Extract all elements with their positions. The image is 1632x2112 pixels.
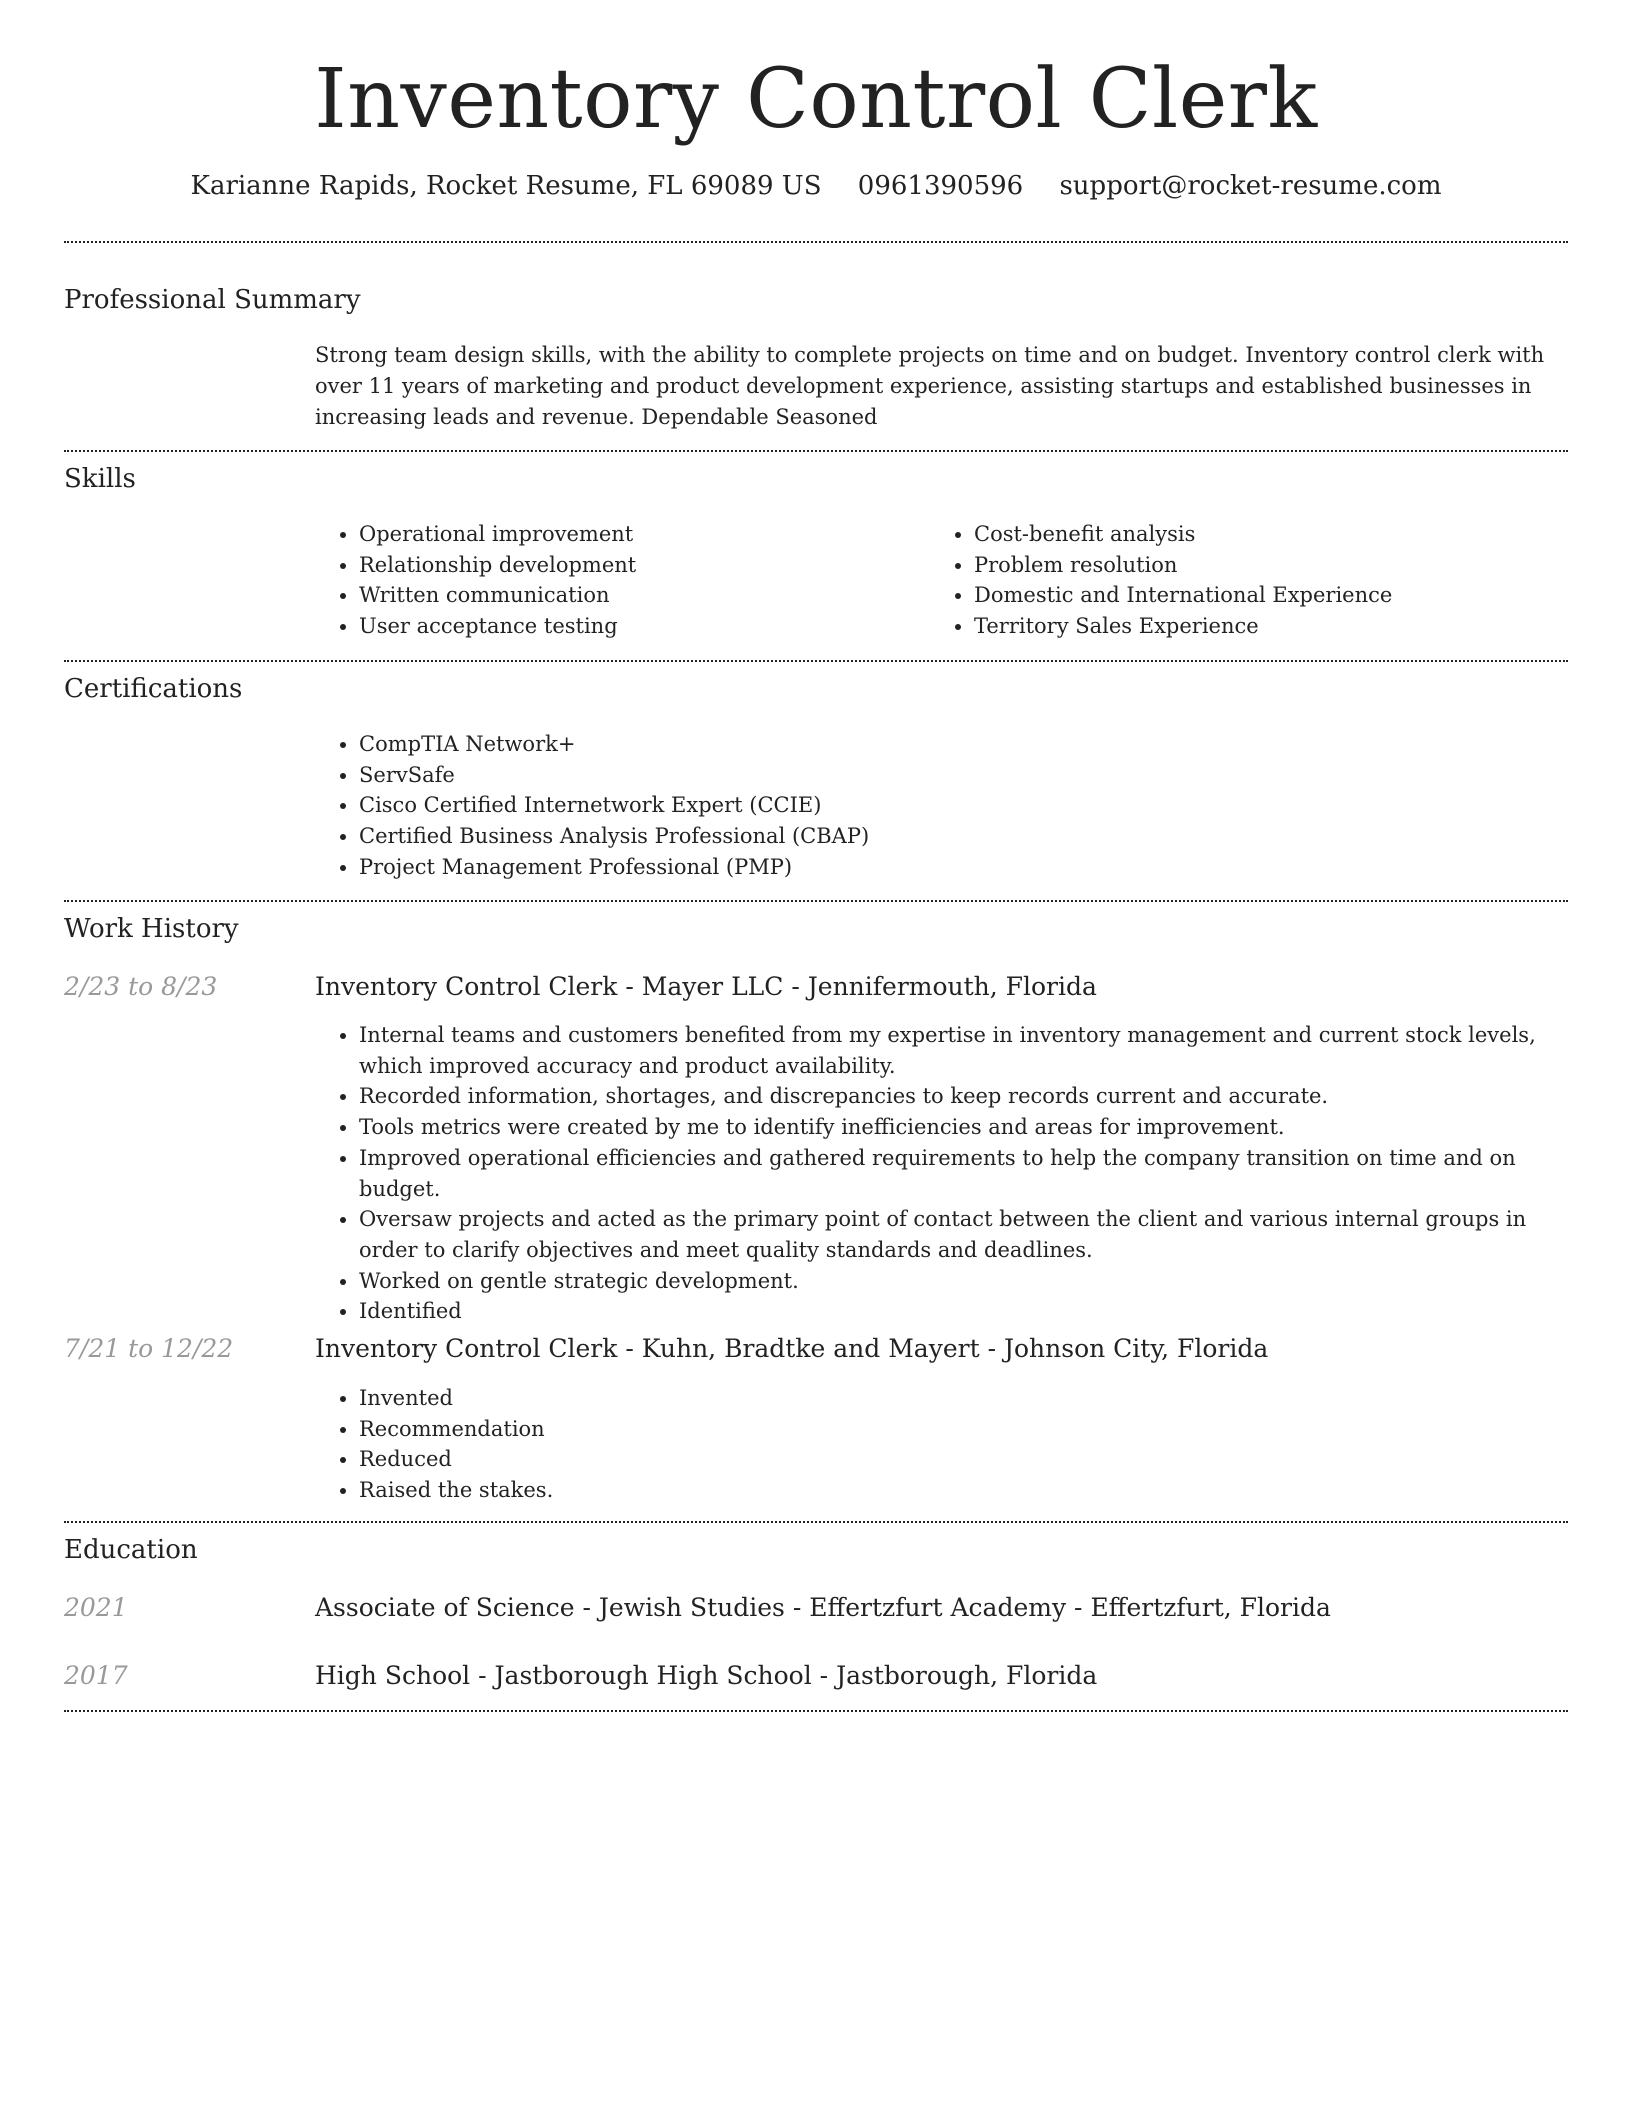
summary-text: Strong team design skills, with the ability to complete projects on time and on budget. Inventory control clerk with over 11 years of marketing and product development experience, assisting startups and established businesses in increasing leads and revenue. Dependable Seasoned bbox=[315, 343, 1545, 429]
certification-item: • Cisco Certified Internetwork Expert (CCIE) bbox=[359, 790, 1568, 821]
job-company: Mayer LLC bbox=[641, 972, 784, 1001]
skill-item: • Territory Sales Experience bbox=[974, 611, 1530, 642]
job-bullets-block bbox=[315, 1383, 1568, 1506]
job-bullets-block bbox=[315, 1020, 1568, 1327]
job-location: Johnson City, Florida bbox=[1003, 1334, 1269, 1363]
certifications-block bbox=[315, 729, 1568, 883]
job-bullet: • Improved operational efficiencies and gathered requirements to help the company transition on time and on budget. bbox=[359, 1143, 1568, 1204]
job-bullet: • Recommendation bbox=[359, 1414, 1568, 1445]
education-location: Effertzfurt, Florida bbox=[1090, 1593, 1331, 1622]
education-degree: High School bbox=[315, 1661, 471, 1690]
certification-item: • ServSafe bbox=[359, 760, 1568, 791]
job-company: Kuhn, Bradtke and Mayert bbox=[641, 1334, 980, 1363]
job-dates: 7/21 to 12/22 bbox=[64, 1334, 234, 1363]
job-heading: Inventory Control Clerk - Kuhn, Bradtke and Mayert - Johnson City, Florida bbox=[315, 1334, 1269, 1363]
skill-item: • Operational improvement bbox=[359, 519, 915, 550]
education-heading: Associate of Science - Jewish Studies - Effertzfurt Academy - Effertzfurt, Florida bbox=[315, 1593, 1331, 1622]
job-bullet: • Raised the stakes. bbox=[359, 1475, 1568, 1506]
certification-item: • Certified Business Analysis Professional (CBAP) bbox=[359, 821, 1568, 852]
contact-email: support@rocket-resume.com bbox=[1059, 171, 1442, 201]
job-bullets bbox=[315, 1383, 1568, 1506]
divider bbox=[64, 241, 1568, 243]
job-bullets bbox=[315, 1020, 1568, 1327]
divider bbox=[64, 660, 1568, 662]
education-school: Effertzfurt Academy bbox=[809, 1593, 1067, 1622]
contact-phone: 0961390596 bbox=[857, 171, 1024, 201]
job-bullet: • Worked on gentle strategic development. bbox=[359, 1266, 1568, 1297]
divider bbox=[64, 1710, 1568, 1712]
job-role: Inventory Control Clerk bbox=[315, 972, 618, 1001]
education-field: Jewish Studies bbox=[598, 1593, 785, 1622]
job-bullet: • Tools metrics were created by me to identify inefficiencies and areas for improvement. bbox=[359, 1112, 1568, 1143]
section-title-summary: Professional Summary bbox=[64, 285, 361, 315]
skill-item: • Written communication bbox=[359, 580, 915, 611]
education-degree: Associate of Science bbox=[315, 1593, 575, 1622]
skill-item: • Domestic and International Experience bbox=[974, 580, 1530, 611]
skills-list-right bbox=[930, 519, 1530, 642]
section-title-certifications: Certifications bbox=[64, 674, 243, 704]
resume-name: Inventory Control Clerk bbox=[314, 52, 1318, 147]
divider bbox=[64, 1521, 1568, 1523]
education-location: Jastborough, Florida bbox=[836, 1661, 1098, 1690]
job-role: Inventory Control Clerk bbox=[315, 1334, 618, 1363]
job-dates: 2/23 to 8/23 bbox=[64, 972, 218, 1001]
skill-item: • User acceptance testing bbox=[359, 611, 915, 642]
job-bullet: • Recorded information, shortages, and discrepancies to keep records current and accurate. bbox=[359, 1081, 1568, 1112]
certification-item: • Project Management Professional (PMP) bbox=[359, 852, 1568, 883]
job-bullet: • Oversaw projects and acted as the primary point of contact between the client and various internal groups in order to clarify objectives and meet quality standards and deadlines. bbox=[359, 1204, 1568, 1265]
job-bullet: • Reduced bbox=[359, 1444, 1568, 1475]
job-heading: Inventory Control Clerk - Mayer LLC - Jennifermouth, Florida bbox=[315, 972, 1097, 1001]
certifications-list bbox=[315, 729, 1568, 883]
section-title-skills: Skills bbox=[64, 464, 136, 494]
section-title-education: Education bbox=[64, 1535, 198, 1565]
divider bbox=[64, 450, 1568, 452]
contact-line bbox=[0, 168, 1632, 204]
education-year: 2017 bbox=[64, 1661, 128, 1690]
skill-item: • Problem resolution bbox=[974, 550, 1530, 581]
job-location: Jennifermouth, Florida bbox=[807, 972, 1097, 1001]
education-school: Jastborough High School bbox=[494, 1661, 812, 1690]
contact-address: Karianne Rapids, Rocket Resume, FL 69089 US bbox=[190, 171, 822, 201]
divider bbox=[64, 900, 1568, 902]
education-year: 2021 bbox=[64, 1593, 128, 1622]
job-bullet: • Internal teams and customers benefited from my expertise in inventory management and current stock levels, which improved accuracy and product availability. bbox=[359, 1020, 1568, 1081]
job-bullet: • Identified bbox=[359, 1296, 1568, 1327]
skill-item: • Cost-benefit analysis bbox=[974, 519, 1530, 550]
skills-column-right bbox=[930, 519, 1530, 642]
education-heading: High School - Jastborough High School - Jastborough, Florida bbox=[315, 1661, 1098, 1690]
job-bullet: • Invented bbox=[359, 1383, 1568, 1414]
skill-item: • Relationship development bbox=[359, 550, 915, 581]
skills-column-left bbox=[315, 519, 915, 642]
section-title-work-history: Work History bbox=[64, 914, 239, 944]
certification-item: • CompTIA Network+ bbox=[359, 729, 1568, 760]
skills-list-left bbox=[315, 519, 915, 642]
